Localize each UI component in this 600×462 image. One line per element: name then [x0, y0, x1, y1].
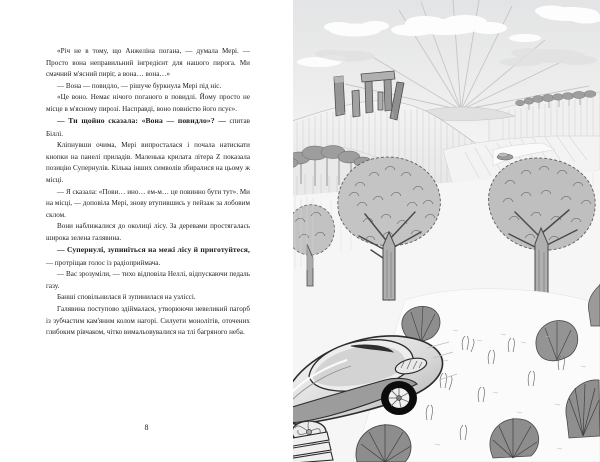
- text-page: [0, 0, 293, 462]
- illustration-artwork: [293, 0, 600, 462]
- illustration-page: [293, 0, 600, 462]
- monolith: [365, 81, 373, 113]
- paragraph: Вони наближалися до околиці лісу. За деревами простягалась широка зелена галявина.: [46, 222, 250, 242]
- dialogue-bold-text: — Супернулі, зупиніться на межі лісу й приготуйтеся,: [57, 245, 250, 255]
- paragraph: Банші сповільнилася й зупинилася на узліссі.: [57, 293, 196, 302]
- paragraph: — Вона — повидло, — рішуче буркнула Мері під ніс.: [57, 81, 222, 90]
- monolith: [352, 90, 360, 117]
- tree-trunk: [383, 232, 395, 300]
- paragraph: — Вас зрозуміли, — тихо відповіла Неллі, відпускаючи педаль газу.: [46, 270, 250, 290]
- car-wheel: [381, 381, 417, 415]
- paragraph-dialogue-bold: [46, 115, 250, 140]
- paragraph: «Це воно. Немає нічого поганого в повидлі. Йому просто не місце в м'ясному пирозі. Насправді, воно повністю його псує».: [46, 93, 250, 113]
- paragraph: Кліпнувши очима, Мері випросталася і почала натискати кнопки на панелі приладів. Маленька крилата літера Z показала позицію Супернулів. Кілька інших символів збиралися на цьому ж місці.: [46, 141, 250, 185]
- dialogue-attribution: — протріщав голос із радіоприймача.: [46, 258, 161, 267]
- paragraph: Галявина поступово здіймалася, утворюючи невеликий пагорб із зубчастим кам'яним колом нагорі. Силуети монолітів, оточених глибоким рівчаком, чітко вимальовувалися на тлі багряного неба.: [46, 305, 250, 337]
- dialogue-bold-text: — Ти щойно сказала: «Вона — повидло»? —: [57, 116, 227, 126]
- car-rear-stack: [293, 432, 333, 462]
- monolith: [378, 92, 383, 110]
- paragraph-dialogue-bold: [46, 244, 250, 269]
- paragraph: «Річ не в тому, що Анжеліна погана, — думала Мері. — Просто вона неправильний інгредієнт для нашого пирога. Ми смачний м'ясний пиріг, а вона… вона…»: [46, 47, 250, 79]
- dialogue-attribution: спитав Біллі.: [46, 117, 250, 138]
- page-number: 8: [144, 423, 149, 432]
- monolith: [384, 79, 392, 111]
- text-column: [46, 46, 250, 339]
- paragraph: — Я сказала: «Пови… ино… ем-м… це повинно бути тут». Ми на місці, — доповіла Мері, знову втупившись у пейзаж за лобовим склом.: [46, 187, 250, 219]
